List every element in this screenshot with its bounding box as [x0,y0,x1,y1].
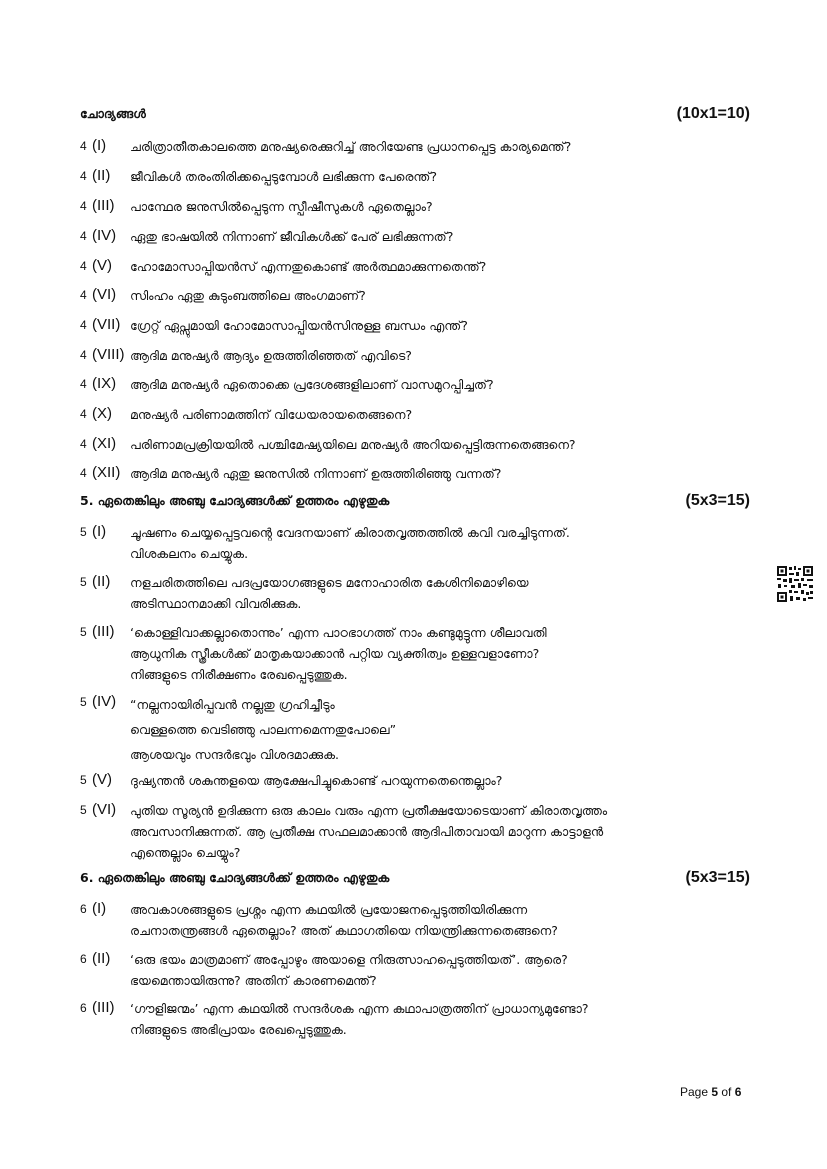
section5-title: 5. ഏതെങ്കിലും അഞ്ചു ചോദ്യങ്ങൾക്ക് ഉത്തരം എഴുതുക [80,493,390,508]
question-number: 5 [80,695,87,709]
question-text: “നല്ലനായിരിപ്പവൻ നല്ലതു ഗ്രഹിച്ചീടും വെള്ളത്തെ വെടിഞ്ഞു പാലന്നമെന്നതുപോലെ” ആശയവും സന്ദർഭവും വിശദമാക്കുക. [130,697,397,762]
question-number: 4 [80,199,87,213]
question-4-1 [80,136,750,157]
section6-header [80,869,750,887]
question-4-8 [80,345,750,366]
question-roman: (II) [92,167,111,184]
question-text: ചരിത്രാതീതകാലത്തെ മനുഷ്യരെക്കുറിച്ച് അറിയേണ്ട പ്രധാനപ്പെട്ട കാര്യമെന്ത്? [130,139,572,154]
question-5-4 [80,692,750,767]
question-6-2 [80,949,750,991]
question-roman: (VI) [92,801,117,818]
question-4-2 [80,166,750,187]
question-roman: (IV) [92,693,117,710]
question-roman: (II) [92,573,111,590]
question-number: 4 [80,169,87,183]
question-5-1 [80,522,750,564]
question-number: 5 [80,625,87,639]
question-5-5 [80,770,750,791]
question-6-3 [80,998,750,1040]
question-text: സിംഹം ഏതു കുടുംബത്തിലെ അംഗമാണ്? [130,288,366,303]
question-number: 4 [80,318,87,332]
footer-of: of [718,1085,735,1099]
question-5-6 [80,800,750,863]
question-number: 4 [80,288,87,302]
question-text: ഹോമോസാപ്പിയൻസ് എന്നതുകൊണ്ട് അർത്ഥമാക്കുന്നതെന്ത്? [130,259,487,274]
question-roman: (I) [92,900,107,917]
question-roman: (I) [92,523,107,540]
question-4-11 [80,434,750,455]
question-number: 5 [80,575,87,589]
question-number: 4 [80,407,87,421]
question-text: ആദിമ മനുഷ്യർ ഏതൊക്കെ പ്രദേശങ്ങളിലാണ് വാസമുറപ്പിച്ചത്? [130,377,494,392]
footer-prefix: Page [680,1085,712,1099]
question-6-1 [80,899,750,941]
question-number: 4 [80,437,87,451]
question-4-4 [80,226,750,247]
question-5-3 [80,622,750,685]
question-roman: (XI) [92,435,117,452]
page-footer [680,1085,741,1099]
question-roman: (VIII) [92,346,125,363]
question-4-12 [80,463,750,484]
question-roman: (VII) [92,316,121,333]
question-text: ‘ഒരു ഭയം മാത്രമാണ് അപ്പോഴും അയാളെ നിരുത്സാഹപ്പെടുത്തിയത്’. ആരെ? ഭയമെന്തായിരുന്നു? അതിന് കാരണമെന്ത്? [130,952,568,988]
question-number: 5 [80,803,87,817]
question-roman: (IV) [92,227,117,244]
question-roman: (II) [92,950,111,967]
question-roman: (IX) [92,375,117,392]
question-roman: (X) [92,405,112,422]
question-4-10 [80,404,750,425]
question-number: 5 [80,773,87,787]
section6-marks: (5x3=15) [685,869,750,886]
question-roman: (III) [92,197,115,214]
question-number: 5 [80,525,87,539]
section4-marks: (10x1=10) [676,105,750,122]
question-roman: (VI) [92,286,117,303]
question-text: മനുഷ്യർ പരിണാമത്തിന് വിധേയരായതെങ്ങനെ? [130,407,413,422]
question-roman: (V) [92,771,112,788]
question-number: 4 [80,259,87,273]
question-number: 4 [80,229,87,243]
question-text: ചൂഷണം ചെയ്യപ്പെട്ടവന്റെ വേദനയാണ് കിരാതവൃത്തത്തിൽ കവി വരച്ചിടുന്നത്. വിശകലനം ചെയ്യുക. [130,525,570,561]
question-4-6 [80,285,750,306]
question-roman: (III) [92,999,115,1016]
question-text: ദുഷ്യന്തൻ ശകുന്തളയെ ആക്ഷേപിച്ചുകൊണ്ട് പറയുന്നതെന്തെല്ലാം? [130,773,503,788]
section4-header [80,105,750,123]
section4-title: ചോദ്യങ്ങൾ [80,106,146,121]
question-text: ‘ഗൗളിജന്മം’ എന്ന കഥയിൽ സന്ദർശക എന്ന കഥാപാത്രത്തിന് പ്രാധാന്യമുണ്ടോ? നിങ്ങളുടെ അഭിപ്രായം രേഖപ്പെടുത്തുക. [130,1001,589,1037]
question-number: 6 [80,1001,87,1015]
footer-page-number: 5 [711,1085,719,1099]
question-4-5 [80,256,750,277]
question-roman: (III) [92,623,115,640]
question-roman: (V) [92,257,112,274]
question-text: പരിണാമപ്രക്രിയയിൽ പശ്ചിമേഷ്യയിലെ മനുഷ്യർ അറിയപ്പെട്ടിരുന്നതെങ്ങനെ? [130,437,576,452]
question-4-9 [80,374,750,395]
section5-marks: (5x3=15) [685,492,750,509]
question-number: 6 [80,902,87,916]
question-text: ജീവികൾ തരംതിരിക്കപ്പെടുമ്പോൾ ലഭിക്കുന്ന പേരെന്ത്? [130,169,438,184]
question-text: അവകാശങ്ങളുടെ പ്രശ്നം എന്ന കഥയിൽ പ്രയോജനപ്പെടുത്തിയിരിക്കുന്ന രചനാതന്ത്രങ്ങൾ ഏതെല്ലാം? അത് കഥാഗതിയെ നിയന്ത്രിക്കുന്നതെങ്ങനെ? [130,902,558,938]
question-text: ആദിമ മനുഷ്യർ ഏതു ജനുസിൽ നിന്നാണ് ഉരുത്തിരിഞ്ഞു വന്നത്? [130,466,502,481]
question-5-2 [80,572,750,614]
footer-page-total: 6 [734,1085,742,1099]
question-number: 4 [80,466,87,480]
question-roman: (XII) [92,464,121,481]
question-number: 6 [80,952,87,966]
question-text: നളചരിതത്തിലെ പദപ്രയോഗങ്ങളുടെ മനോഹാരിത കേശിനിമൊഴിയെ അടിസ്ഥാനമാക്കി വിവരിക്കുക. [130,575,529,611]
question-text: ഗ്രേറ്റ് ഏപ്സുമായി ഹോമോസാപ്പിയൻസിനുള്ള ബന്ധം എന്ത്? [130,318,468,333]
question-text: ആദിമ മനുഷ്യർ ആദ്യം ഉരുത്തിരിഞ്ഞത് എവിടെ? [130,348,412,363]
question-number: 4 [80,139,87,153]
question-text: ‘കൊള്ളിവാക്കല്ലാതൊന്നും’ എന്ന പാഠഭാഗത്ത് നാം കണ്ടുമുട്ടുന്ന ശീലാവതി ആധുനിക സ്ത്രീകൾക്ക് മാതൃകയാക്കാൻ പറ്റിയ വ്യക്തിത്വം ഉള്ളവളാണോ? നിങ്ങളുടെ നിരീക്ഷണം രേഖപ്പെടുത്തുക. [130,625,547,682]
question-number: 4 [80,377,87,391]
section5-header [80,492,750,510]
question-text: ഏതു ഭാഷയിൽ നിന്നാണ് ജീവികൾക്ക് പേര് ലഭിക്കുന്നത്? [130,229,454,244]
question-roman: (I) [92,137,107,154]
qr-code-icon [776,565,814,603]
question-text: പുതിയ സൂര്യൻ ഉദിക്കുന്ന ഒരു കാലം വരും എന്ന പ്രതീക്ഷയോടെയാണ് കിരാതവൃത്തം അവസാനിക്കുന്നത്. ആ പ്രതീക്ഷ സഫലമാക്കാൻ ആദിപിതാവായി മാറുന്ന കാട്ടാളൻ എന്തെല്ലാം ചെയ്യും? [130,803,608,860]
question-4-3 [80,196,750,217]
question-number: 4 [80,348,87,362]
question-text: പാന്ഥേര ജനുസിൽപ്പെടുന്ന സ്പീഷീസുകൾ ഏതെല്ലാം? [130,199,433,214]
question-4-7 [80,315,750,336]
section6-title: 6. ഏതെങ്കിലും അഞ്ചു ചോദ്യങ്ങൾക്ക് ഉത്തരം എഴുതുക [80,870,390,885]
